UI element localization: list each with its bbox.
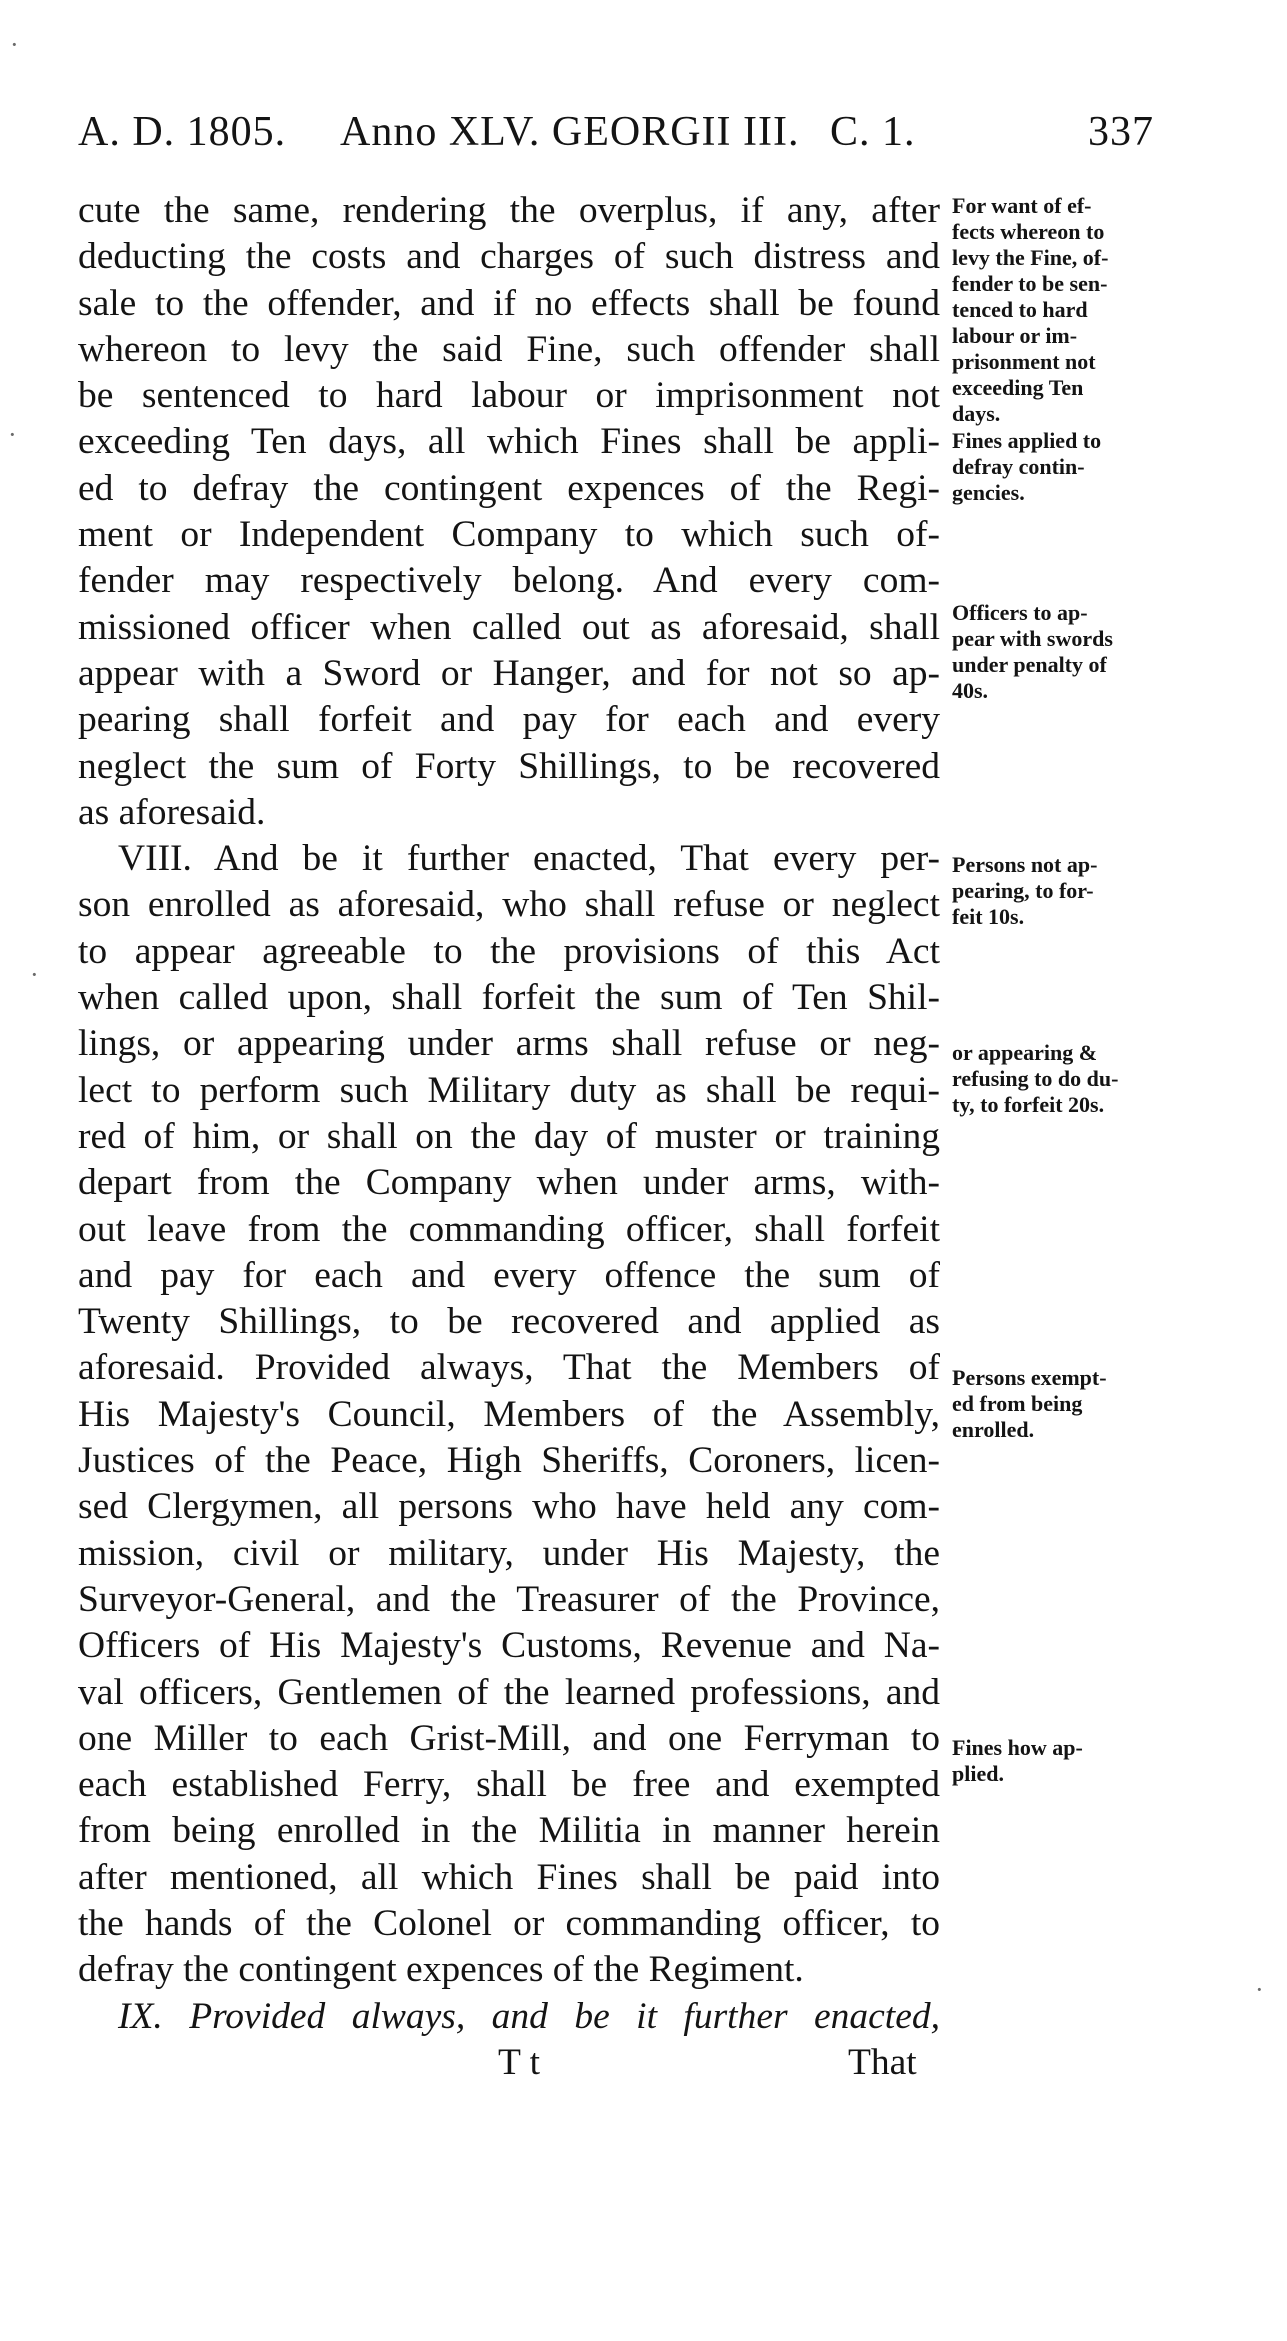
catchline (78, 2040, 940, 2086)
margin-note-line: Officers to ap- (952, 600, 1088, 625)
margin-note-line: levy the Fine, of- (952, 245, 1109, 270)
body-line: appear with a Sword or Hanger, and for not so ap- (78, 652, 940, 694)
margin-note-line: under penalty of (952, 652, 1107, 677)
section-ix-start: IX. Provided always, and be it further enacted, (118, 1995, 940, 2037)
scan-speck: · (10, 30, 19, 59)
body-line: missioned officer when called out as aforesaid, shall (78, 606, 940, 648)
margin-note-line: pear with swords (952, 626, 1113, 651)
running-header (78, 108, 1178, 168)
section-viii-start: VIII. And be it further enacted, That every per- (118, 838, 940, 880)
body-line: cute the same, rendering the overplus, if any, after (78, 190, 940, 231)
margin-note-exempted (952, 1365, 1162, 1443)
body-line: to appear agreeable to the provisions of this Act (78, 930, 940, 972)
margin-note-officers (952, 600, 1162, 704)
body-line: sale to the offender, and if no effects shall be found (78, 282, 940, 324)
body-line: from being enrolled in the Militia in manner herein (78, 1810, 940, 1852)
header-chapter: C. 1. (830, 109, 916, 155)
margin-note-line: labour or im- (952, 323, 1078, 348)
body-line: each established Ferry, shall be free and exempted (78, 1764, 940, 1806)
header-year: A. D. 1805. (78, 109, 287, 155)
margin-note-line: Fines how ap- (952, 1735, 1083, 1760)
body-line: red of him, or shall on the day of muster or training (78, 1115, 940, 1157)
body-line: ment or Independent Company to which such of- (78, 514, 940, 556)
scan-speck: · (8, 420, 17, 449)
body-line: son enrolled as aforesaid, who shall refuse or neglect (78, 884, 940, 926)
body-line: Officers of His Majesty's Customs, Revenue and Na- (78, 1625, 940, 1667)
margin-note-fines-applied (952, 1735, 1162, 1787)
margin-note-line: fender to be sen- (952, 271, 1108, 296)
body-line: mission, civil or military, under His Majesty, the (78, 1532, 940, 1574)
body-line: Justices of the Peace, High Sheriffs, Coroners, licen- (78, 1440, 940, 1482)
body-line: His Majesty's Council, Members of the Assembly, (78, 1393, 940, 1435)
body-line: deducting the costs and charges of such distress and (78, 236, 940, 278)
margin-note-line: days. (952, 401, 1001, 426)
scan-speck: · (30, 960, 39, 989)
body-line: Surveyor-General, and the Treasurer of the Province, (78, 1578, 940, 1620)
body-line: pearing shall forfeit and pay for each and every (78, 699, 940, 741)
body-line: val officers, Gentlemen of the learned professions, and (78, 1671, 940, 1713)
catchword: That (848, 2041, 917, 2083)
body-line: Twenty Shillings, to be recovered and applied as (78, 1301, 940, 1343)
body-line: exceeding Ten days, all which Fines shall be appli- (78, 421, 940, 463)
body-line: after mentioned, all which Fines shall be paid into (78, 1856, 940, 1898)
margin-note-line: fects whereon to (952, 219, 1105, 244)
margin-note-line: ed from being (952, 1391, 1083, 1416)
margin-note-line: pearing, to for- (952, 878, 1094, 903)
margin-note-line: Fines applied to (952, 428, 1102, 453)
body-line: whereon to levy the said Fine, such offender shall (78, 328, 940, 370)
body-line: when called upon, shall forfeit the sum of Ten Shil- (78, 977, 940, 1019)
body-line: neglect the sum of Forty Shillings, to be recovered (78, 745, 940, 787)
margin-note-line: prisonment not (952, 349, 1096, 374)
margin-note-fines-levy (952, 193, 1162, 427)
margin-note-line: or appearing & (952, 1040, 1098, 1065)
body-line: the hands of the Colonel or commanding officer, to (78, 1902, 940, 1944)
margin-note-line: feit 10s. (952, 904, 1025, 929)
margin-note-line: 40s. (952, 678, 989, 703)
body-line: depart from the Company when under arms, with- (78, 1162, 940, 1204)
body-line: out leave from the commanding officer, shall forfeit (78, 1208, 940, 1250)
scan-speck: · (1255, 1975, 1264, 2004)
margin-note-line: refusing to do du- (952, 1066, 1119, 1091)
margin-note-line: For want of ef- (952, 193, 1092, 218)
page-number: 337 (1088, 109, 1154, 155)
margin-note-line: gencies. (952, 480, 1025, 505)
body-line: and pay for each and every offence the sum of (78, 1254, 940, 1296)
margin-note-line: defray contin- (952, 454, 1085, 479)
body-line: as aforesaid. (78, 791, 266, 833)
body-line: lings, or appearing under arms shall refuse or neg- (78, 1023, 940, 1065)
margin-note-line: tenced to hard (952, 297, 1088, 322)
margin-note-line: exceeding Ten (952, 375, 1084, 400)
body-line: defray the contingent expences of the Regiment. (78, 1949, 804, 1991)
body-line: aforesaid. Provided always, That the Members of (78, 1347, 940, 1389)
margin-note-line: ty, to forfeit 20s. (952, 1092, 1105, 1117)
margin-note-contingencies (952, 428, 1162, 506)
body-line: lect to perform such Military duty as shall be requi- (78, 1069, 940, 1111)
body-text (78, 188, 940, 2086)
body-line: sed Clergymen, all persons who have held any com- (78, 1486, 940, 1528)
body-line: one Miller to each Grist-Mill, and one Ferryman to (78, 1717, 940, 1759)
margin-note-line: enrolled. (952, 1417, 1035, 1442)
body-line: ed to defray the contingent expences of the Regi- (78, 467, 940, 509)
signature-mark: T t (498, 2041, 541, 2083)
margin-note-line: plied. (952, 1761, 1004, 1786)
body-line: fender may respectively belong. And every com- (78, 560, 940, 602)
header-title: Anno XLV. GEORGII III. (340, 109, 800, 155)
margin-note-line: Persons not ap- (952, 852, 1098, 877)
margin-note-line: Persons exempt- (952, 1365, 1107, 1390)
margin-note-refusing-duty (952, 1040, 1162, 1118)
body-line: be sentenced to hard labour or imprisonment not (78, 375, 940, 417)
margin-note-not-appearing (952, 852, 1162, 930)
